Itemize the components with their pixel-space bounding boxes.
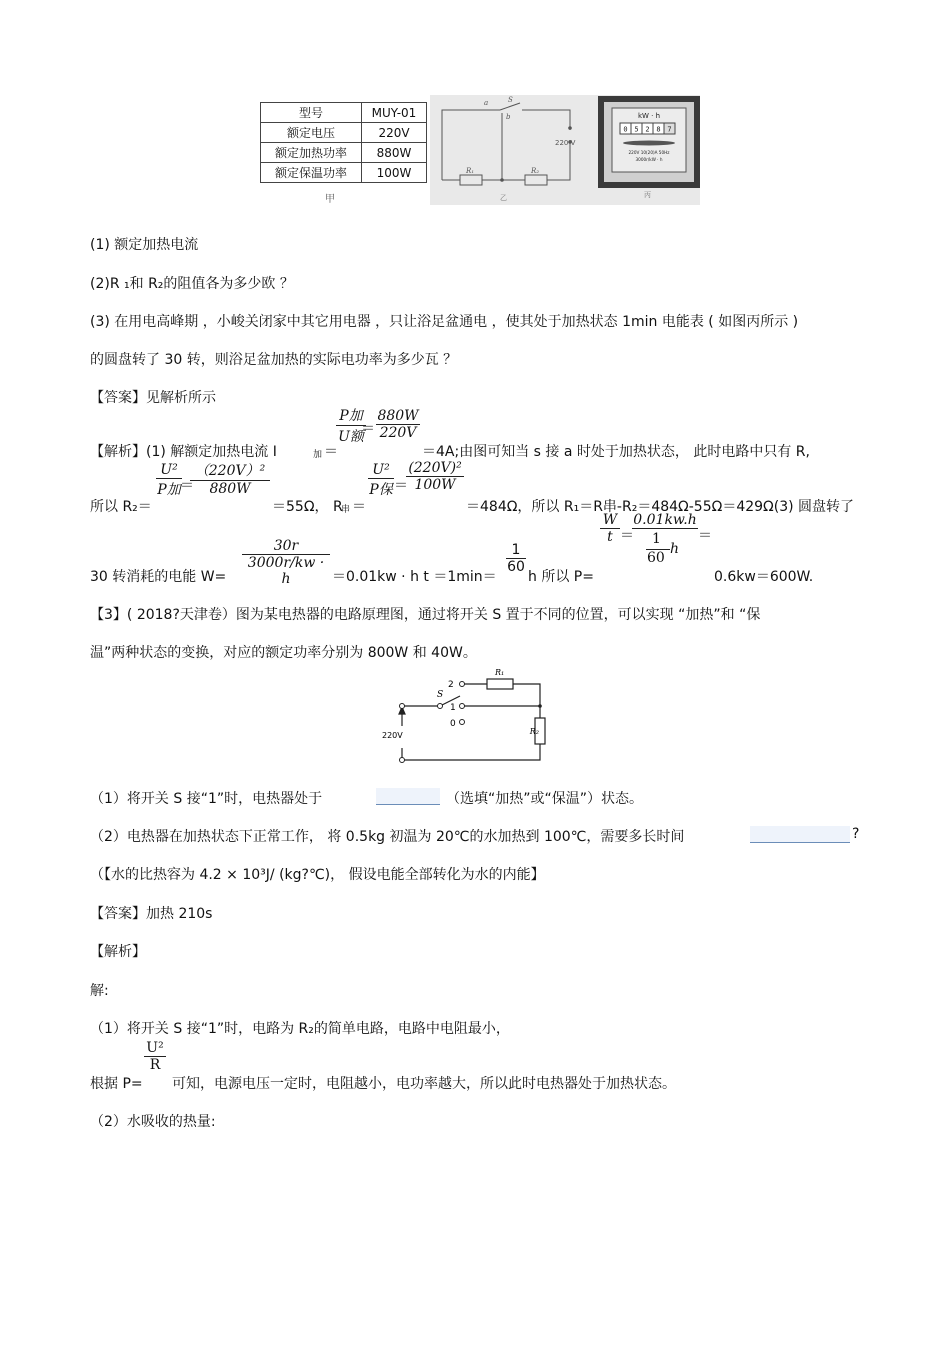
- caption-yi: 乙: [500, 194, 507, 202]
- answer-blank-2[interactable]: [750, 826, 850, 843]
- meter-spec-2: 3000r/kW · h: [635, 157, 663, 162]
- fraction-u2-p-heat: U² P加: [157, 462, 181, 498]
- energy-meter-drawing: [598, 96, 700, 188]
- table-row: 型号 MUY-01: [261, 103, 427, 123]
- fraction-1-60: $\frac{1}{60}$: [507, 542, 525, 575]
- meter-unit: kW · h: [637, 112, 661, 120]
- meter-digit: 8: [656, 125, 661, 134]
- circuit-2: [380, 664, 550, 770]
- node-0-label: 0: [450, 719, 456, 729]
- analysis-3-head: 【解析】: [90, 944, 146, 960]
- problem-3-line-1: 【3】( 2018?天津卷）图为某电热器的电路原理图，通过将开关 S 置于不同的位置，可以实现 “加热”和 “保: [90, 607, 761, 623]
- analysis-line-3-mid: ＝0.01kw · h t ＝1min＝: [332, 569, 497, 585]
- meter-digit: 0: [623, 125, 628, 134]
- table-row: 额定加热功率 880W: [261, 143, 427, 163]
- analysis-line-3-rest: 0.6kw＝600W.: [714, 569, 814, 585]
- fraction-u2-p-keep: U² P保: [369, 462, 393, 498]
- node-1-label: 1: [450, 703, 456, 713]
- fraction-current: P加 U额: [336, 405, 366, 446]
- meter-digit: 7: [667, 125, 672, 134]
- circuit-2-diagram: [380, 664, 550, 770]
- fraction-power: 0.01kw.h 1 60 h: [633, 512, 697, 566]
- analysis-3-line-3: （2）水吸收的热量:: [90, 1114, 216, 1130]
- problem-3-q1-b: （选填“加热”或“保温”）状态。: [446, 791, 644, 807]
- fraction-energy: $\frac{30r}{3000r/kw \cdot h}$: [242, 538, 330, 587]
- answer-3: 【答案】加热 210s: [90, 906, 213, 922]
- question-3-line-1: (3) 在用电高峰期 ，小峻关闭家中其它用电器 ，只让浴足盆通电 ，使其处于加热状态 1min 电能表 ( 如图丙所示 ): [90, 314, 799, 330]
- label-b: b: [506, 113, 511, 121]
- spec-table: [260, 102, 427, 183]
- energy-meter: [598, 96, 700, 188]
- analysis-3-line-1: （1）将开关 S 接“1”时，电路为 R₂的简单电路，电路中电阻最小，: [90, 1021, 510, 1037]
- caption-bing: 丙: [644, 191, 651, 199]
- analysis-line-1-prefix: 【解析】(1) 解额定加热电流 I: [90, 444, 277, 460]
- analysis-line-3-mid2: h 所以 P=: [528, 569, 594, 585]
- problem-3-q1-a: （1）将开关 S 接“1”时，电热器处于: [90, 791, 323, 807]
- question-2: (2)R ₁和 R₂的阻值各为多少欧 ？: [90, 276, 294, 292]
- switch-s-label: S: [437, 690, 444, 700]
- analysis-line-2-mid: ＝55Ω， R: [272, 499, 343, 515]
- voltage-220v-label: 220V: [382, 731, 403, 740]
- analysis-3-jie: 解:: [90, 983, 109, 999]
- fraction-current-values: $\frac{880W}{220V}$: [377, 408, 419, 441]
- fraction-220-880: $\frac{\text{（220V）²}}{880W}$: [190, 460, 270, 497]
- label-a: a: [484, 99, 489, 107]
- meter-digit: 2: [645, 125, 650, 134]
- label-r2: R₂: [531, 167, 540, 175]
- problem-3-q2-line-2: （【水的比热容为 4.2 × 10³J/ (kg?℃)， 假设电能全部转化为水的内能】: [90, 867, 545, 883]
- r2-label: R₂: [529, 727, 539, 736]
- question-1: (1) 额定加热电流: [90, 237, 199, 253]
- fraction-220-100: $\frac{\text{(220V)²}}{100W}$: [406, 460, 464, 493]
- table-row: 额定保温功率 100W: [261, 163, 427, 183]
- label-voltage: 220 V: [555, 139, 576, 147]
- analysis-line-2-rest: ＝484Ω，所以 R₁＝R串-R₂＝484Ω-55Ω＝429Ω(3) 圆盘转了: [466, 499, 855, 515]
- problem-3-q2-b: ?: [852, 826, 860, 842]
- caption-jia: 甲: [325, 194, 335, 205]
- node-2-label: 2: [448, 680, 454, 690]
- subscript-jia: 加: [313, 450, 323, 460]
- analysis-line-3-prefix: 30 转消耗的电能 W=: [90, 569, 227, 585]
- answer-1: 【答案】见解析所示: [90, 390, 216, 406]
- label-r1: R₁: [466, 167, 475, 175]
- problem-3-q2-a: （2）电热器在加热状态下正常工作， 将 0.5kg 初温为 20℃的水加热到 100℃，需要多长时间: [90, 829, 685, 845]
- problem-3-line-2: 温”两种状态的变换，对应的额定功率分别为 800W 和 40W。: [90, 645, 477, 661]
- analysis-line-1-rest: ＝4A;由图可知当 s 接 a 时处于加热状态， 此时电路中只有 R,: [422, 444, 810, 460]
- r1-label: R₁: [495, 668, 505, 677]
- analysis-line-2-prefix: 所以 R₂＝: [90, 499, 152, 515]
- table-row: 额定电压 220V: [261, 123, 427, 143]
- fraction-w-t: $\frac{W}{t}$: [600, 512, 620, 545]
- label-s: S: [508, 96, 513, 104]
- answer-blank-1[interactable]: [376, 788, 440, 805]
- meter-spec-1: 220V 10(20)A 50Hz: [628, 150, 670, 155]
- question-3-line-2: 的圆盘转了 30 转，则浴足盆加热的实际电功率为多少瓦 ？: [90, 352, 458, 368]
- subscript-chuan: 串: [341, 505, 351, 515]
- analysis-3-line-2-rest: 可知，电源电压一定时，电阻越小，电功率越大，所以此时电热器处于加热状态。: [172, 1076, 676, 1092]
- meter-digit: 5: [634, 125, 639, 134]
- fraction-u2-r: $\frac{\text{U²}}{R}$: [144, 1040, 166, 1073]
- analysis-3-line-2-prefix: 根据 P=: [90, 1076, 143, 1092]
